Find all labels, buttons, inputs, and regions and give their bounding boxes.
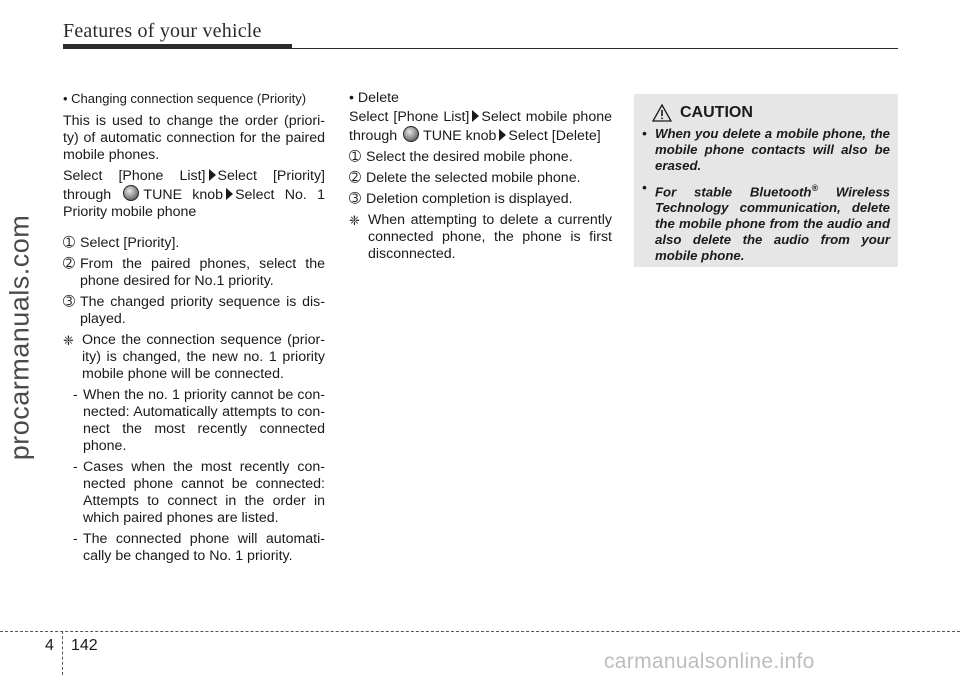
tune-knob-icon	[403, 126, 419, 142]
priority-note	[63, 332, 325, 383]
sub-text: Cases when the most recently con-nected phone cannot be connected: Attempts to connect in the order in which paired phones are listed.	[83, 459, 325, 526]
step-text: Select the desired mobile phone.	[366, 149, 573, 165]
tune-knob-icon	[123, 185, 139, 201]
step-text: From the paired phones, select the phone desired for No.1 priority.	[80, 256, 325, 289]
sub-dash: -	[73, 531, 78, 547]
caution-bullet: •	[642, 126, 647, 141]
step-number: ➀	[63, 235, 75, 251]
left-column	[63, 90, 325, 569]
priority-path-part3: TUNE knob	[143, 187, 224, 203]
note-text: When attempting to delete a currently connected phone, the phone is first disconnected.	[368, 212, 612, 262]
delete-step	[349, 191, 612, 208]
step-number: ➁	[349, 170, 361, 186]
side-watermark-text: procarmanuals.com	[4, 214, 35, 461]
step-number: ➁	[63, 256, 75, 272]
note-symbol: ❈	[63, 333, 74, 348]
caution-header	[652, 104, 890, 122]
sub-dash: -	[73, 387, 78, 403]
priority-step	[63, 256, 325, 290]
bottom-watermark: carmanualsonline.info	[604, 650, 815, 673]
priority-path-part4: Select No. 1 Priority mobile phone	[63, 187, 325, 220]
sub-text: The connected phone will automati-cally be changed to No. 1 priority.	[83, 531, 325, 564]
delete-path-part2: Select mobile phone through	[349, 109, 612, 144]
caution-item	[642, 126, 890, 174]
header-title: Features of your vehicle	[63, 20, 262, 42]
header-rule	[292, 48, 898, 49]
delete-path-part1: Select [Phone List]	[349, 109, 470, 125]
arrow-right-icon	[209, 169, 216, 181]
page-number: 142	[71, 637, 98, 654]
priority-subnote	[73, 531, 325, 565]
delete-path	[349, 109, 612, 145]
priority-step	[63, 235, 325, 252]
middle-column	[349, 90, 612, 267]
registered-mark: ®	[811, 183, 819, 193]
footer-rule	[0, 631, 960, 632]
step-text: Delete the selected mobile phone.	[366, 170, 581, 186]
delete-step	[349, 170, 612, 187]
header-bar	[63, 44, 292, 49]
step-text: Select [Priority].	[80, 235, 180, 251]
note-symbol: ❈	[349, 213, 360, 228]
caution-text: When you delete a mobile phone, the mobile phone contacts will also be erased.	[655, 126, 890, 173]
priority-path	[63, 168, 325, 221]
caution-title: CAUTION	[680, 104, 753, 121]
delete-path-part4: Select [Delete]	[508, 128, 601, 144]
footer-separator	[62, 631, 63, 675]
warning-triangle-icon	[652, 104, 672, 122]
delete-heading: • Delete	[349, 90, 399, 106]
sub-text: When the no. 1 priority cannot be con-nected: Automatically attempts to con-nect the most recently connected phone.	[83, 387, 325, 454]
step-text: The changed priority sequence is dis-played.	[80, 294, 325, 327]
step-number: ➀	[349, 149, 361, 165]
side-watermark	[0, 0, 40, 675]
step-number: ➂	[349, 191, 361, 207]
priority-path-part2: Select [Priority] through	[63, 168, 325, 203]
delete-step	[349, 149, 612, 166]
caution-text	[655, 180, 890, 264]
sub-dash: -	[73, 459, 78, 475]
caution-bullet: •	[642, 180, 647, 195]
priority-intro: This is used to change the order (priori-ty) of automatic connection for the paired mobile phones.	[63, 113, 325, 163]
priority-path-part1: Select [Phone List]	[63, 168, 206, 184]
caution-text-post: Wireless Technology communication, delete the mobile phone from the audio and also delete the audio from your mobile phone.	[655, 184, 891, 264]
priority-subnote	[73, 459, 325, 527]
priority-heading: • Changing connection sequence (Priority)	[63, 91, 307, 106]
priority-subnote	[73, 387, 325, 455]
chapter-number: 4	[45, 637, 54, 654]
caution-box	[634, 94, 898, 267]
arrow-right-icon	[226, 188, 233, 200]
delete-path-part3: TUNE knob	[423, 128, 497, 144]
arrow-right-icon	[499, 129, 506, 141]
priority-step	[63, 294, 325, 328]
caution-item	[642, 180, 890, 264]
note-text: Once the connection sequence (prior-ity) is changed, the new no. 1 priority mobile phone will be connected.	[82, 332, 325, 382]
caution-text-pre: For stable Bluetooth	[655, 184, 812, 200]
arrow-right-icon	[472, 110, 479, 122]
delete-note	[349, 212, 612, 263]
step-text: Deletion completion is displayed.	[366, 191, 573, 207]
step-number: ➂	[63, 294, 75, 310]
